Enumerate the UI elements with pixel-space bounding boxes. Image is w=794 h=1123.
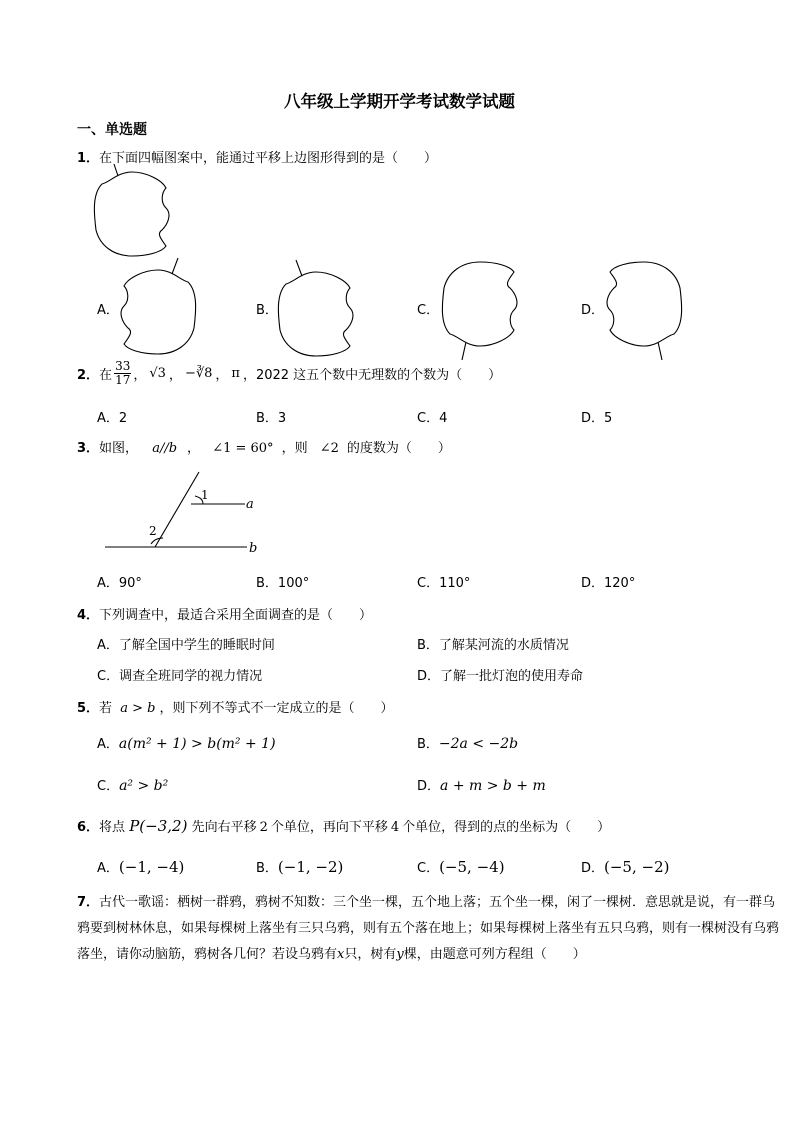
q4-option-d[interactable]: D．了解一批灯泡的使用寿命 bbox=[417, 669, 584, 684]
neg-cube-root-8: −∛8 bbox=[184, 366, 213, 381]
q6-option-c[interactable] bbox=[417, 857, 505, 876]
option-letter: B． bbox=[417, 737, 439, 752]
option-letter: A． bbox=[97, 861, 119, 876]
fraction-33-17 bbox=[114, 360, 131, 387]
question-text: 个单位，再向下平移 bbox=[270, 820, 388, 835]
question-text: 将点 bbox=[99, 820, 126, 835]
fraction-denominator: 17 bbox=[115, 373, 131, 387]
q2-option-a[interactable]: A．2 bbox=[97, 411, 128, 426]
leaf-original-figure bbox=[92, 168, 172, 258]
q4-option-c[interactable]: C．调查全班同学的视力情况 bbox=[97, 669, 263, 684]
question-text: ，则下列不等式不一定成立的是（ ） bbox=[159, 701, 394, 716]
q5-option-d[interactable] bbox=[417, 775, 546, 794]
question-4-stem bbox=[77, 604, 372, 623]
section-heading: 一、单选题 bbox=[77, 122, 147, 138]
option-coordinate: (−1, −4) bbox=[118, 858, 185, 876]
option-coordinate: (−1, −2) bbox=[277, 858, 344, 876]
q5-option-c[interactable] bbox=[97, 775, 168, 794]
parallel-condition: a//b bbox=[152, 441, 178, 456]
line-b-label: b bbox=[249, 541, 258, 556]
separator: ， bbox=[168, 368, 182, 383]
q2-option-d[interactable]: D．5 bbox=[581, 411, 613, 426]
shift-down-amount: 4 bbox=[390, 820, 400, 835]
q2-option-c[interactable]: C．4 bbox=[417, 411, 448, 426]
q6-option-d[interactable] bbox=[581, 857, 669, 876]
option-expression: a + m > b + m bbox=[440, 778, 546, 794]
leaf-option-d-figure[interactable] bbox=[600, 256, 690, 356]
question-6-stem bbox=[77, 816, 610, 835]
shift-right-amount: 2 bbox=[259, 820, 268, 835]
option-expression: a(m² + 1) > b(m² + 1) bbox=[118, 736, 276, 752]
option-expression: −2a < −2b bbox=[438, 736, 519, 752]
leaf-option-a-figure[interactable] bbox=[118, 258, 198, 368]
parallel-lines-figure bbox=[105, 466, 275, 561]
q3-option-b[interactable]: B．100° bbox=[256, 576, 310, 591]
question-text: 棵，由题意可列方程组（ ） bbox=[403, 947, 586, 962]
question-text: 在下面四幅图案中，能通过平移上边图形得到的是（ ） bbox=[99, 151, 438, 166]
question-1-stem bbox=[77, 147, 437, 166]
q2-option-b[interactable]: B．3 bbox=[256, 411, 287, 426]
q6-option-b[interactable] bbox=[256, 857, 343, 876]
question-text: 先向右平移 bbox=[191, 820, 257, 835]
question-number: 1． bbox=[77, 151, 100, 166]
question-text: ，则 bbox=[281, 441, 308, 456]
question-number: 6． bbox=[77, 820, 100, 835]
option-c-label[interactable]: C． bbox=[417, 303, 440, 318]
option-coordinate: (−5, −4) bbox=[439, 858, 505, 876]
question-7-stem bbox=[77, 890, 783, 968]
question-text: 若 bbox=[99, 701, 113, 716]
q3-option-a[interactable]: A．90° bbox=[97, 576, 142, 591]
separator: ， bbox=[215, 368, 229, 383]
question-text: 个单位，得到的点的坐标为（ ） bbox=[402, 820, 611, 835]
question-text: 下列调查中，最适合采用全面调查的是（ ） bbox=[99, 608, 373, 623]
option-letter: C． bbox=[417, 861, 440, 876]
question-text: 古代一歌谣：栖树一群鸦，鸦树不知数：三个坐一棵，五个地上落；五个坐一棵，闲了一棵树．意思就是说，有一群乌鸦要到树林休息，如果每棵树上落坐有三只乌鸦，则有五个落在地上；如果每棵树上落坐有五只乌鸦，则有一棵树没有乌鸦落坐，请你动脑筋，鸦树各几何？若设乌鸦有 bbox=[77, 895, 780, 962]
page-title: 八年级上学期开学考试数学试题 bbox=[284, 92, 515, 111]
option-expression: a² > b² bbox=[119, 778, 169, 794]
option-letter: D． bbox=[581, 861, 605, 876]
question-5-stem bbox=[77, 697, 393, 716]
question-number: 7． bbox=[77, 895, 100, 910]
option-letter: D． bbox=[417, 779, 441, 794]
question-text: 的度数为（ ） bbox=[346, 441, 451, 456]
question-text: ，2022 这五个数中无理数的个数为（ ） bbox=[242, 368, 502, 383]
point-p: P(−3,2) bbox=[129, 817, 188, 835]
q4-option-b[interactable]: B．了解某河流的水质情况 bbox=[417, 638, 569, 653]
question-text: 如图， bbox=[99, 441, 139, 456]
fraction-numerator: 33 bbox=[115, 359, 131, 373]
variable-y: y bbox=[396, 947, 404, 962]
q5-option-b[interactable] bbox=[417, 733, 518, 752]
q2-lead: 在 bbox=[99, 368, 113, 383]
option-coordinate: (−5, −2) bbox=[604, 858, 670, 876]
q6-option-a[interactable] bbox=[97, 857, 184, 876]
angle-2-label: 2 bbox=[149, 524, 157, 538]
option-letter: A． bbox=[97, 737, 119, 752]
q4-option-a[interactable]: A．了解全国中学生的睡眠时间 bbox=[97, 638, 275, 653]
variable-x: x bbox=[337, 947, 345, 962]
q3-option-c[interactable]: C．110° bbox=[417, 576, 471, 591]
leaf-option-c-figure[interactable] bbox=[438, 256, 528, 356]
sqrt-3: √3 bbox=[149, 366, 166, 381]
pi-symbol: π bbox=[231, 366, 240, 381]
line-a-label: a bbox=[246, 497, 254, 512]
condition-a-gt-b: a > b bbox=[120, 701, 156, 716]
option-b-label[interactable]: B． bbox=[256, 303, 278, 318]
question-number: 4． bbox=[77, 608, 100, 623]
question-number: 2． bbox=[77, 368, 100, 383]
question-2-stem bbox=[77, 360, 501, 387]
angle-condition: ∠1 = 60° bbox=[212, 441, 274, 456]
option-d-label[interactable]: D． bbox=[581, 303, 605, 318]
separator: ， bbox=[133, 368, 147, 383]
question-text: 只，树有 bbox=[344, 947, 397, 962]
q5-option-a[interactable] bbox=[97, 733, 276, 752]
question-number: 3． bbox=[77, 441, 100, 456]
option-letter: C． bbox=[97, 779, 120, 794]
angle-2-symbol: ∠2 bbox=[319, 441, 339, 456]
leaf-option-b-figure[interactable] bbox=[276, 258, 356, 368]
question-3-stem: 3．如图， a//b ， ∠1 = 60° ，则 ∠2 的度数为（ ） bbox=[77, 441, 451, 456]
question-number: 5． bbox=[77, 701, 100, 716]
angle-1-label: 1 bbox=[201, 488, 209, 502]
option-letter: B． bbox=[256, 861, 278, 876]
q3-option-d[interactable]: D．120° bbox=[581, 576, 636, 591]
option-a-label[interactable]: A． bbox=[97, 303, 119, 318]
